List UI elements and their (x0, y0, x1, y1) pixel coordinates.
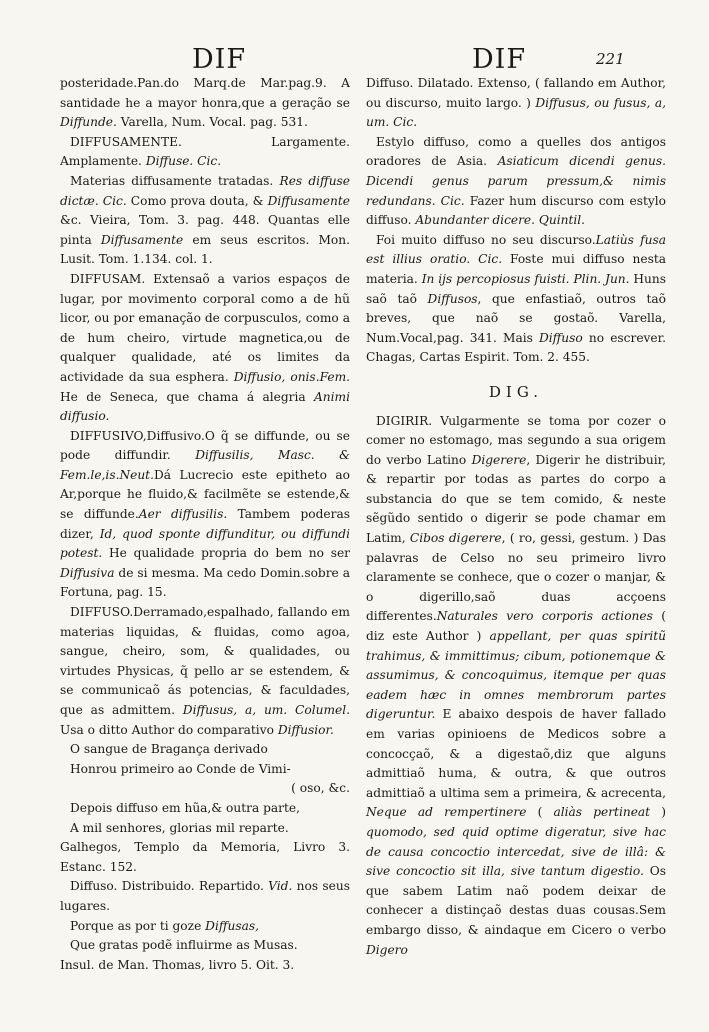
entry-text: DIFFUSAMENTE. Largamente. Amplamente. (60, 134, 350, 169)
left-column (60, 74, 350, 975)
latin-text: Res diffuse dictæ. Cic. (60, 173, 351, 208)
latin-text: Digerere (471, 452, 527, 467)
entry-text: Insul. de Man. Thomas, livro 5. Oit. 3. (60, 957, 295, 972)
entry-text: Galhegos, Templo da Memoria, Livro 3. Estanc. 152. (60, 840, 350, 874)
latin-text: Diffusas, (205, 918, 259, 933)
entry-text: DIFFUSO.Derramado,espalhado, fallando em materias liquidas, & fluidas, como agoa, sangue, cheiro, som, & qualidades, ou virtudes Physicas, q̃ pello ar se estendem, & se communicaõ ás potencias, & faculdades, que as admittem. (60, 605, 350, 717)
dictionary-entry (60, 740, 350, 760)
dictionary-entry (60, 799, 350, 819)
dictionary-entry (60, 917, 350, 937)
dictionary-entry (60, 779, 350, 799)
latin-text: Diffusilis, Masc. & Fem.le,is.Neut. (60, 448, 350, 482)
latin-text: Diffusiva (60, 565, 115, 580)
entry-text: , Digerir he distribuir, & repartir por todas as partes do corpo a substancia do que se tem comido, & neste sẽgũdo sentido o digerir se pode chamar em Latim, (366, 452, 666, 546)
entry-text: He de Seneca, que chama á alegria (60, 389, 314, 404)
latin-text: Latiùs fusa est illius oratio. Cic. (366, 232, 666, 267)
entry-text: DIFFUSIVO,Diffusivo.O q̃ se diffunde, ou se pode diffundir. (60, 428, 350, 463)
entry-text: Foste mui diffuso nesta materia. (366, 252, 667, 286)
entry-text: de si mesma. Ma cedo Domin.sobre a Fortuna, pag. 15. (60, 565, 350, 600)
latin-text: Asiaticum dicendi genus. Dicendi genus parum pressum,& nimis redundans. Cic. (366, 154, 666, 208)
entry-text: O sangue de Bragança derivado (70, 742, 268, 757)
entry-text: &c. Vieira, Tom. 3. pag. 448. Quantas elle pinta (60, 213, 350, 247)
latin-text: Abundanter dicere. Quintil. (415, 213, 586, 228)
dictionary-entry (60, 760, 350, 780)
dictionary-entry (60, 956, 350, 976)
entry-text: ( oso, &c. (291, 781, 350, 796)
entry-text: Tambem poderas dizer, (60, 507, 350, 541)
entry-text: posteridade.Pan.do Marq.de Mar.pag.9. A santidade he a mayor honra,que a geração se (60, 76, 350, 110)
entry-text: Os que sabem Latim naõ podem deixar de conhecer a distinçaõ destas duas cousas.Sem embargo disso, & aindaque em Cicero o verbo (366, 864, 666, 937)
entry-text: Dá Lucrecio este epitheto ao Ar,porque he fluido,& facilmẽte se estende,& se diffunde. (60, 467, 350, 522)
dictionary-entry (60, 270, 350, 427)
page-number: 221 (596, 50, 625, 68)
dictionary-entry (366, 231, 666, 368)
entry-text: Diffuso. Dilatado. Extenso, ( fallando em Author, ou discurso, muito largo. ) (366, 76, 666, 110)
entry-text: Fazer hum discurso com estylo diffuso. (366, 193, 667, 228)
entry-text: E abaixo despois de haver fallado em varias opinioens de Medicos sobre a concocçaõ, & a digestaõ,diz que alguns admittiaõ huma, & outra, & que outros admittiaõ a ultima sem a primeira, & acrecenta, (366, 707, 666, 800)
latin-text: Diffusamente (267, 193, 350, 208)
dictionary-entry (60, 819, 350, 839)
latin-text: Aer diffusilis. (138, 507, 228, 522)
entry-text: Foi muito diffuso no seu discurso. (376, 232, 596, 247)
left-running-head: DIF (192, 44, 247, 75)
entry-text: Porque as por ti goze (70, 918, 206, 933)
entry-text: ) (650, 805, 666, 820)
dictionary-entry (366, 412, 666, 961)
latin-text: Diffusos (427, 291, 478, 306)
latin-text: appellant, per quas spiritũ trahimus, & immittimus; cibum, potionemque & assumimus, & concoquimus, itemque per quas eadem hæc in omnes membrorum partes digeruntur. (366, 629, 667, 722)
entry-text: Honrou primeiro ao Conde de Vimi- (70, 761, 291, 776)
latin-text: aliàs pertineat (553, 805, 651, 820)
dictionary-entry (60, 74, 350, 133)
latin-text: Cibos digerere (409, 531, 502, 546)
entry-text: DIG. (488, 382, 544, 401)
latin-text: Diffuse. Cic. (145, 154, 222, 169)
dictionary-entry (60, 603, 350, 740)
latin-text: Vid. (268, 879, 293, 894)
entry-text: Usa o ditto Author do comparativo (60, 722, 278, 737)
dictionary-entry (366, 74, 666, 133)
entry-text: Depois diffuso em hũa,& outra parte, (70, 800, 300, 815)
entry-text: Varella, Num. Vocal. pag. 531. (116, 115, 308, 130)
latin-text: Animi diffusio. (60, 389, 350, 424)
latin-text: quomodo, sed quid optime digeratur, sive hac de causa concoctio intercedat, sive de illâ: & sive concoctio sit illa, sive tantum digestio. (366, 824, 666, 879)
dictionary-entry (60, 877, 350, 916)
dictionary-entry (60, 838, 350, 877)
entry-text: no escrever. Chagas, Cartas Espirit. Tom. 2. 455. (366, 330, 666, 365)
latin-text: Neque ad rempertinere (366, 805, 527, 820)
entry-text: ( (526, 805, 554, 820)
entry-text: DIGIRIR. Vulgarmente se toma por cozer o comer no estomago, mas segundo a sua origem do verbo Latino (366, 413, 666, 467)
entry-text: A mil senhores, glorias mil reparte. (70, 820, 289, 835)
entry-text: Huns saõ taõ (366, 271, 666, 306)
entry-text: Diffuso. Distribuido. Repartido. (70, 879, 269, 894)
latin-text: In ijs percopiosus fuisti. Plin. Jun. (421, 271, 630, 286)
entry-text: ( diz este Author ) (366, 609, 666, 644)
right-running-head: DIF (472, 44, 527, 75)
dictionary-entry (366, 133, 666, 231)
right-column (366, 74, 666, 960)
entry-text: Materias diffusamente tratadas. (70, 173, 280, 188)
entry-text: He qualidade propria do bem no ser (102, 546, 350, 561)
latin-text: Diffusus, ou fusus, a, um. Cic. (366, 95, 666, 130)
dictionary-entry (60, 133, 350, 172)
dictionary-entry (60, 936, 350, 956)
latin-text: Diffusus, a, um. Columel. (182, 703, 350, 717)
entry-text: Como prova douta, & (126, 193, 268, 208)
latin-text: Digero (366, 942, 408, 957)
dictionary-entry (60, 427, 350, 603)
latin-text: Diffusio, onis.Fem. (233, 369, 350, 384)
entry-text: em seus escritos. Mon. Lusit. Tom. 1.134. col. 1. (60, 232, 350, 267)
entry-text: , que enfastiaõ, outros taõ breves, que naõ se gostaõ. Varella, Num.Vocal,pag. 341. Mais (366, 291, 667, 345)
latin-text: Diffusior. (277, 722, 334, 737)
latin-text: Id, quod sponte diffunditur, ou diffundi potest. (60, 526, 350, 561)
latin-text: Diffunde. (60, 115, 117, 130)
entry-text: DIFFUSAM. Extensaõ a varios espaços de lugar, por movimento corporal como a de hũ licor, ou por emanação de corpusculos, como a de hum cheiro, virtude magnetica,ou de qualquer qualidade, até os limites da actividade da sua esphera. (60, 271, 350, 384)
entry-text: Que gratas podẽ influirme as Musas. (70, 938, 298, 953)
section-heading (366, 383, 666, 403)
latin-text: Diffuso (539, 330, 583, 345)
latin-text: Diffusamente (100, 232, 184, 247)
latin-text: Naturales vero corporis actiones (436, 609, 653, 624)
dictionary-entry (60, 172, 350, 270)
entry-text: , ( ro, gessi, gestum. ) Das palavras de Celso no seu primeiro livro claramente se conhece, que o cozer o manjar, & o digerillo,saõ duas acçoens differentes. (366, 531, 666, 624)
entry-text: nos seus lugares. (60, 879, 350, 913)
entry-text: Estylo diffuso, como a quelles dos antigos oradores de Asia. (366, 134, 666, 169)
